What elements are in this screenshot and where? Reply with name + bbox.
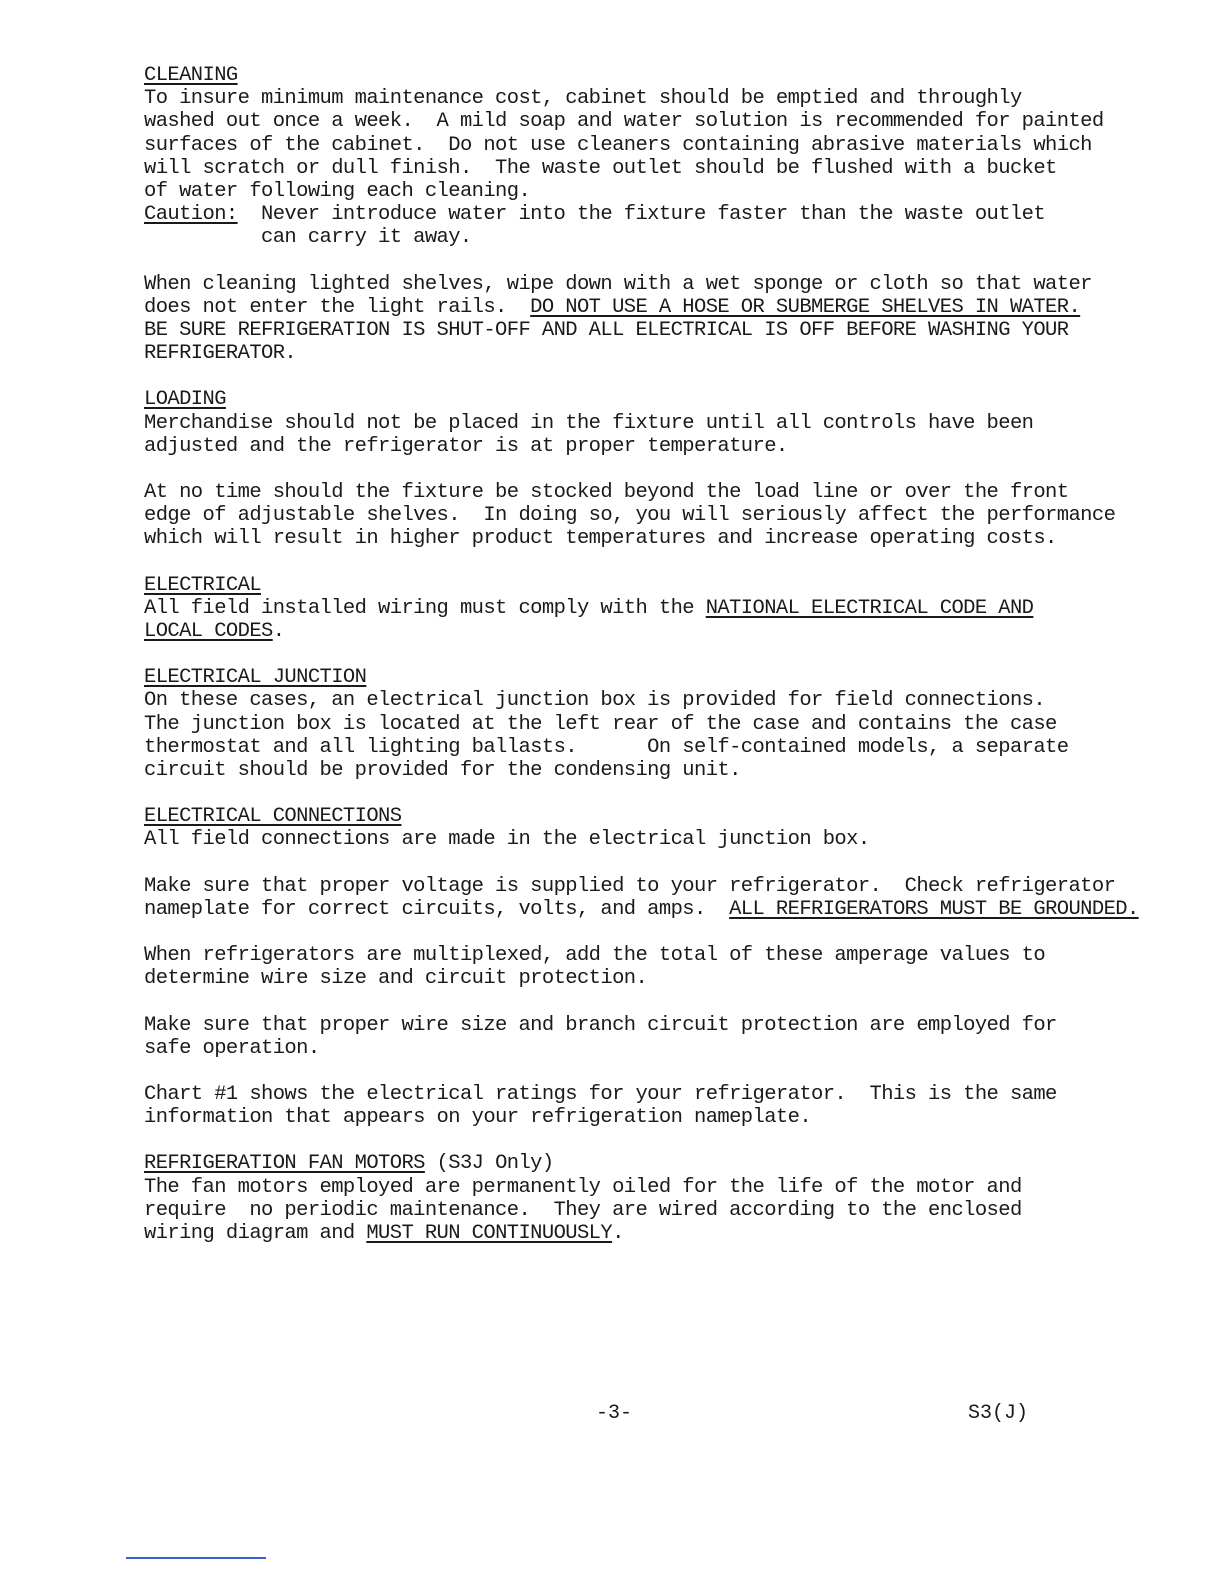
shelves-text-line bbox=[144, 296, 1144, 319]
connections-text-line: Make sure that proper voltage is supplied to your refrigerator. Check refrigerator bbox=[144, 874, 1116, 898]
loading-text-line: At no time should the fixture be stocked beyond the load line or over the front bbox=[144, 481, 1069, 505]
caution-text-line: Never introduce water into the fixture faster than the waste outlet bbox=[261, 203, 1046, 227]
cleaning-text-line: of water following each cleaning. bbox=[144, 180, 531, 204]
fan-motors-text: . bbox=[612, 1221, 624, 1245]
shelves-text: does not enter the light rails. bbox=[144, 295, 531, 319]
connections-section bbox=[144, 805, 1144, 1129]
junction-text-line: On these cases, an electrical junction box is provided for field connections. bbox=[144, 689, 1046, 713]
electrical-code-emphasis: NATIONAL ELECTRICAL CODE AND bbox=[705, 596, 1034, 620]
document-code: S3(J) bbox=[968, 1402, 1029, 1425]
cleaning-text-line: surfaces of the cabinet. Do not use cleaners containing abrasive materials which bbox=[144, 133, 1092, 157]
loading-section bbox=[144, 388, 1144, 550]
fan-motors-text: wiring diagram and bbox=[144, 1221, 367, 1245]
shelves-text-line: REFRIGERATOR. bbox=[144, 342, 297, 366]
cleaning-heading: CLEANING bbox=[144, 64, 238, 87]
connections-text: . bbox=[1126, 897, 1139, 921]
connections-text-line: information that appears on your refrigeration nameplate. bbox=[144, 1106, 812, 1130]
electrical-text-line bbox=[144, 620, 1144, 643]
fan-motors-text-line: The fan motors employed are permanently oiled for the life of the motor and bbox=[144, 1175, 1022, 1199]
loading-text-line: Merchandise should not be placed in the fixture until all controls have been bbox=[144, 411, 1034, 435]
junction-text-line: The junction box is located at the left rear of the case and contains the case bbox=[144, 712, 1057, 736]
electrical-text: All field installed wiring must comply with the bbox=[144, 596, 706, 620]
connections-text-line: All field connections are made in the electrical junction box. bbox=[144, 828, 870, 852]
fan-motors-text-line: require no periodic maintenance. They are wired according to the enclosed bbox=[144, 1198, 1022, 1222]
connections-text-line: Make sure that proper wire size and branch circuit protection are employed for bbox=[144, 1013, 1057, 1037]
cleaning-text-line: washed out once a week. A mild soap and water solution is recommended for painted bbox=[144, 110, 1104, 134]
loading-text-line: edge of adjustable shelves. In doing so, you will seriously affect the performance bbox=[144, 504, 1116, 528]
junction-text-line: circuit should be provided for the condensing unit. bbox=[144, 759, 741, 783]
bottom-rule bbox=[126, 1557, 266, 1559]
caution-note bbox=[144, 203, 1144, 249]
shelves-text-line: BE SURE REFRIGERATION IS SHUT-OFF AND ALL ELECTRICAL IS OFF BEFORE WASHING YOUR bbox=[144, 319, 1069, 343]
fan-motors-heading: REFRIGERATION FAN MOTORS bbox=[144, 1152, 425, 1176]
electrical-section bbox=[144, 574, 1144, 644]
connections-text-line bbox=[144, 898, 1144, 921]
document-page bbox=[144, 64, 1144, 1245]
grounding-warning: ALL REFRIGERATORS MUST BE GROUNDED bbox=[729, 897, 1127, 921]
connections-text: nameplate for correct circuits, volts, and amps. bbox=[144, 897, 730, 921]
caution-text-line: can carry it away. bbox=[261, 226, 472, 250]
run-continuously-warning: MUST RUN CONTINUOUSLY bbox=[366, 1221, 613, 1245]
electrical-text: . bbox=[272, 620, 285, 644]
fan-motors-heading-suffix: (S3J Only) bbox=[424, 1152, 554, 1176]
junction-section bbox=[144, 666, 1144, 782]
loading-heading: LOADING bbox=[144, 388, 226, 412]
electrical-code-emphasis: LOCAL CODES bbox=[144, 620, 273, 644]
shelves-warning: DO NOT USE A HOSE OR SUBMERGE SHELVES IN WATER. bbox=[530, 295, 1081, 319]
page-number: -3- bbox=[596, 1402, 633, 1425]
connections-text-line: When refrigerators are multiplexed, add the total of these amperage values to bbox=[144, 944, 1046, 968]
junction-text-line: thermostat and all lighting ballasts. On self-contained models, a separate bbox=[144, 735, 1069, 759]
connections-text-line: Chart #1 shows the electrical ratings for your refrigerator. This is the same bbox=[144, 1082, 1057, 1106]
connections-heading: ELECTRICAL CONNECTIONS bbox=[144, 805, 402, 829]
electrical-heading: ELECTRICAL bbox=[144, 573, 262, 597]
cleaning-section bbox=[144, 64, 1144, 365]
fan-motors-text-line bbox=[144, 1222, 1144, 1245]
connections-text-line: safe operation. bbox=[144, 1036, 320, 1060]
loading-text-line: which will result in higher product temperatures and increase operating costs. bbox=[144, 527, 1057, 551]
cleaning-text-line: will scratch or dull finish. The waste outlet should be flushed with a bucket bbox=[144, 156, 1057, 180]
connections-text-line: determine wire size and circuit protection. bbox=[144, 967, 648, 991]
junction-heading: ELECTRICAL JUNCTION bbox=[144, 666, 367, 690]
fan-motors-section bbox=[144, 1152, 1144, 1245]
loading-text-line: adjusted and the refrigerator is at proper temperature. bbox=[144, 434, 788, 458]
caution-label: Caution: bbox=[144, 203, 238, 227]
cleaning-text-line: To insure minimum maintenance cost, cabinet should be emptied and throughly bbox=[144, 87, 1022, 111]
shelves-text-line: When cleaning lighted shelves, wipe down with a wet sponge or cloth so that water bbox=[144, 272, 1092, 296]
electrical-text-line bbox=[144, 597, 1144, 620]
